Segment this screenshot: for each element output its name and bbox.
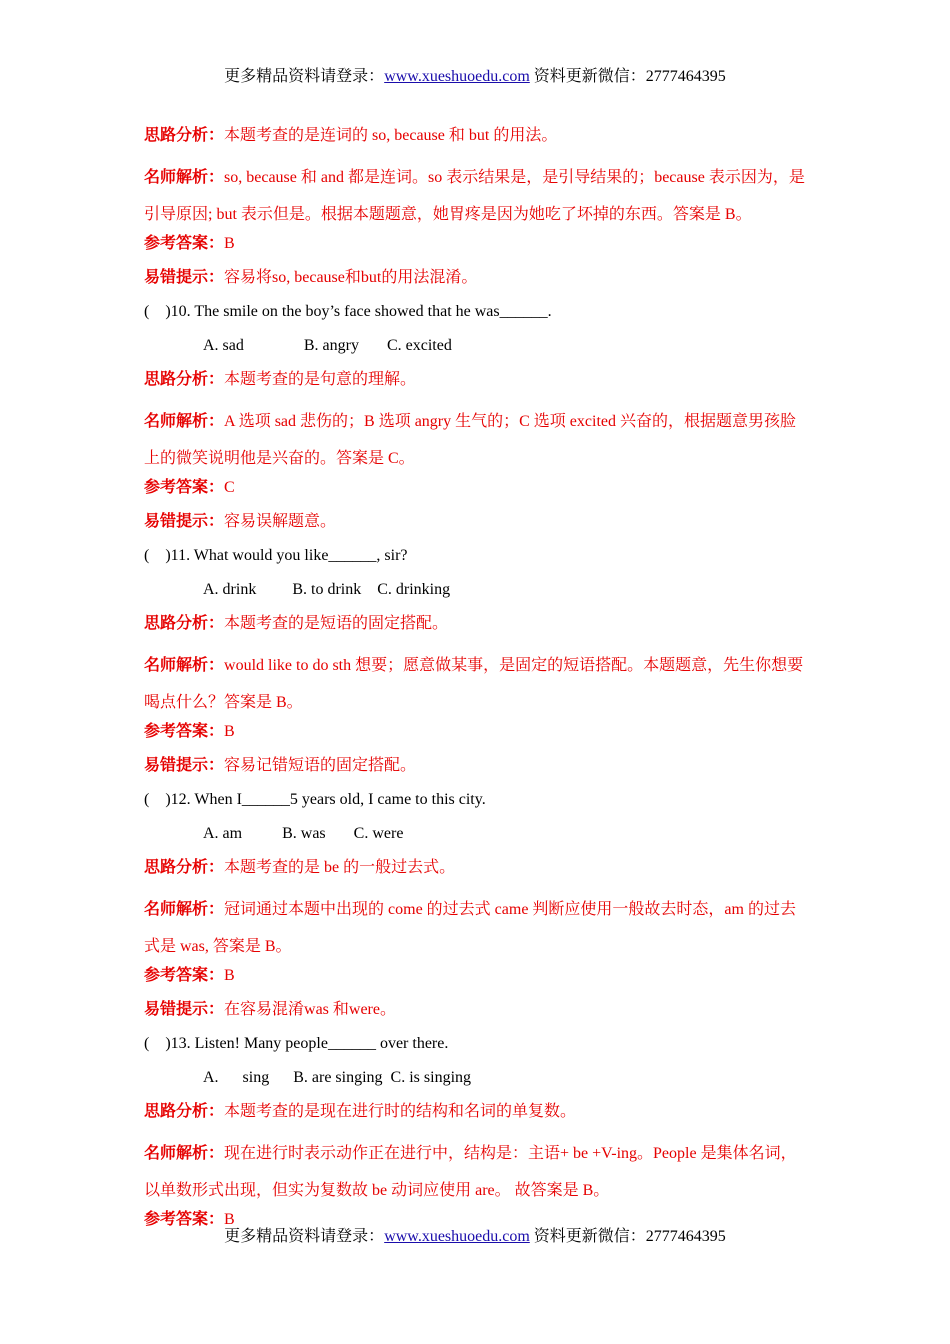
q10-teacher bbox=[144, 403, 810, 477]
q10-options: A. sad B. angry C. excited bbox=[203, 337, 452, 354]
q11-tip bbox=[144, 755, 810, 789]
answer-label: 参考答案： bbox=[144, 1211, 225, 1228]
q12-options: A. am B. was C. were bbox=[203, 825, 404, 842]
q12-analysis bbox=[144, 857, 810, 891]
q13-analysis-text: 本题考查的是现在进行时的结构和名词的单复数。 bbox=[224, 1103, 577, 1120]
document-body bbox=[144, 125, 810, 1243]
q11-teacher bbox=[144, 647, 810, 721]
teacher-label: 名师解析： bbox=[144, 657, 225, 674]
q9-answer-text: B bbox=[224, 235, 235, 252]
q10-tip bbox=[144, 511, 810, 545]
q10-analysis-text: 本题考查的是句意的理解。 bbox=[224, 371, 417, 388]
q13-answer-text: B bbox=[224, 1211, 235, 1228]
q9-answer bbox=[144, 233, 810, 267]
q13-teacher-text: 现在进行时表示动作正在进行中，结构是：主语+ be +V-ing。People 是集体名词，以单数形式出现，但实为复数故 be 动词应使用 are。 故答案是 B。 bbox=[144, 1145, 797, 1199]
q11-options: A. drink B. to drink C. drinking bbox=[203, 581, 451, 598]
q10-teacher-text: A 选项 sad 悲伤的；B 选项 angry 生气的；C 选项 excited 兴奋的，根据题意男孩脸上的微笑说明他是兴奋的。答案是 C。 bbox=[144, 413, 796, 467]
q11-answer-text: B bbox=[224, 723, 235, 740]
answer-label: 参考答案： bbox=[144, 723, 225, 740]
q10-answer bbox=[144, 477, 810, 511]
analysis-label: 思路分析： bbox=[144, 859, 225, 876]
q11-question: ( )11. What would you like______, sir? bbox=[144, 547, 408, 564]
q12-analysis-text: 本题考查的是 be 的一般过去式。 bbox=[224, 859, 456, 876]
header-prefix: 更多精品资料请登录： bbox=[224, 68, 385, 85]
q10-question: ( )10. The smile on the boy’s face showed that he was______. bbox=[144, 303, 552, 320]
analysis-label: 思路分析： bbox=[144, 371, 225, 388]
tip-label: 易错提示： bbox=[144, 513, 225, 530]
teacher-label: 名师解析： bbox=[144, 413, 225, 430]
q11-answer bbox=[144, 721, 810, 755]
teacher-label: 名师解析： bbox=[144, 901, 225, 918]
q12-teacher-text: 冠词通过本题中出现的 come 的过去式 came 判断应使用一般故去时态，am 的过去式是 was, 答案是 B。 bbox=[144, 901, 796, 955]
q13-analysis bbox=[144, 1101, 810, 1135]
q11-teacher-text: would like to do sth 想要；愿意做某事，是固定的短语搭配。本题题意，先生你想要喝点什么？答案是 B。 bbox=[144, 657, 804, 711]
tip-label: 易错提示： bbox=[144, 1001, 225, 1018]
q10-tip-text: 容易误解题意。 bbox=[224, 513, 337, 530]
header-suffix: 资料更新微信：2777464395 bbox=[529, 68, 726, 85]
footer-suffix: 资料更新微信：2777464395 bbox=[529, 1228, 726, 1245]
page-footer bbox=[0, 1227, 950, 1247]
q13-options: A. sing B. are singing C. is singing bbox=[203, 1069, 472, 1086]
analysis-label: 思路分析： bbox=[144, 127, 225, 144]
q10-answer-text: C bbox=[224, 479, 235, 496]
answer-label: 参考答案： bbox=[144, 967, 225, 984]
q13-teacher bbox=[144, 1135, 810, 1209]
header-site-link[interactable]: www.xueshuoedu.com bbox=[384, 68, 530, 85]
tip-label: 易错提示： bbox=[144, 269, 225, 286]
q12-question: ( )12. When I______5 years old, I came to this city. bbox=[144, 791, 486, 808]
teacher-label: 名师解析： bbox=[144, 1145, 225, 1162]
footer-prefix: 更多精品资料请登录： bbox=[224, 1228, 385, 1245]
q12-answer-text: B bbox=[224, 967, 235, 984]
q9-analysis bbox=[144, 125, 810, 159]
q9-analysis-text: 本题考查的是连词的 so, because 和 but 的用法。 bbox=[224, 127, 558, 144]
footer-site-link[interactable]: www.xueshuoedu.com bbox=[384, 1228, 530, 1245]
q9-teacher bbox=[144, 159, 810, 233]
q9-tip-text: 容易将so, because和but的用法混淆。 bbox=[224, 269, 478, 286]
teacher-label: 名师解析： bbox=[144, 169, 225, 186]
tip-label: 易错提示： bbox=[144, 757, 225, 774]
analysis-label: 思路分析： bbox=[144, 615, 225, 632]
q9-teacher-text: so, because 和 and 都是连词。so 表示结果是，是引导结果的；because 表示因为，是引导原因; but 表示但是。根据本题题意，她胃疼是因为她吃了坏掉的东西。答案是 B。 bbox=[144, 169, 805, 223]
q12-tip-text: 在容易混淆was 和were。 bbox=[224, 1001, 396, 1018]
q11-analysis bbox=[144, 613, 810, 647]
q12-tip bbox=[144, 999, 810, 1033]
q13-question: ( )13. Listen! Many people______ over there. bbox=[144, 1035, 449, 1052]
answer-label: 参考答案： bbox=[144, 235, 225, 252]
analysis-label: 思路分析： bbox=[144, 1103, 225, 1120]
q12-answer bbox=[144, 965, 810, 999]
q11-tip-text: 容易记错短语的固定搭配。 bbox=[224, 757, 417, 774]
q11-analysis-text: 本题考查的是短语的固定搭配。 bbox=[224, 615, 449, 632]
q9-tip bbox=[144, 267, 810, 301]
answer-label: 参考答案： bbox=[144, 479, 225, 496]
page-header bbox=[0, 67, 950, 87]
q10-analysis bbox=[144, 369, 810, 403]
q12-teacher bbox=[144, 891, 810, 965]
